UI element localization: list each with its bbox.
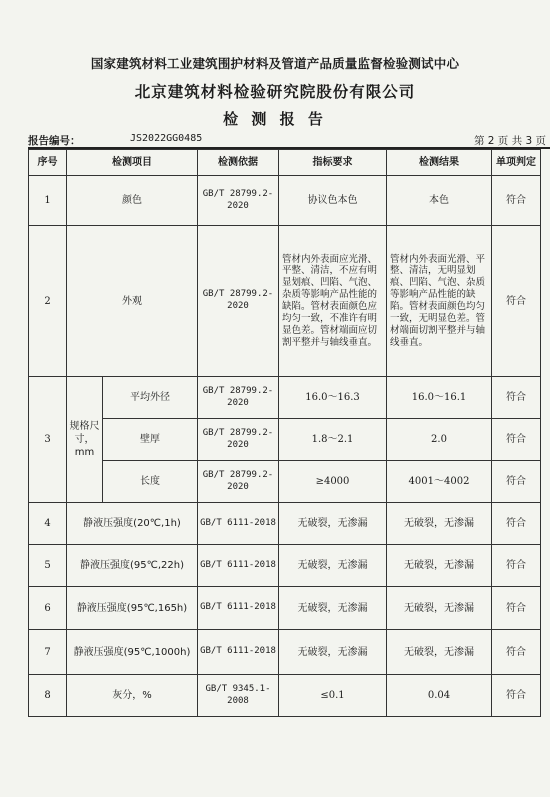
row-no: 7 — [29, 630, 67, 675]
row-requirement: ≥4000 — [279, 461, 387, 503]
row-basis: GB/T 6111-2018 — [198, 545, 279, 587]
col-header-item: 检测项目 — [67, 150, 198, 176]
col-header-requirement: 指标要求 — [279, 150, 387, 176]
row-requirement: ≤0.1 — [279, 675, 387, 717]
row-no: 4 — [29, 503, 67, 545]
row-no: 8 — [29, 675, 67, 717]
row-item: 静液压强度(95℃,165h) — [67, 587, 198, 630]
table-row — [29, 226, 541, 377]
table-row — [29, 545, 541, 587]
row-item: 颜色 — [67, 176, 198, 226]
row-requirement: 管材内外表面应光滑、平整、清洁，不应有明显划痕、凹陷、气泡、杂质等影响产品性能的缺陷。管材表面颜色应均匀一致，不准许有明显色差。管材端面应切割平整并与轴线垂直。 — [279, 226, 387, 377]
report-number-label: 报告编号： — [28, 135, 81, 147]
col-header-result: 检测结果 — [387, 150, 492, 176]
row-item: 平均外径 — [103, 377, 198, 419]
row-judgement: 符合 — [492, 503, 541, 545]
report-title: 检 测 报 告 — [223, 110, 327, 128]
testing-center-name: 国家建筑材料工业建筑围护材料及管道产品质量监督检验测试中心 — [90, 56, 460, 71]
report-number: JS2022GG0485 — [130, 133, 203, 144]
row-basis: GB/T 6111-2018 — [198, 503, 279, 545]
row-item: 静液压强度(95℃,22h) — [67, 545, 198, 587]
row-item: 长度 — [103, 461, 198, 503]
company-name: 北京建筑材料检验研究院股份有限公司 — [134, 83, 416, 101]
row-result: 无破裂，无渗漏 — [387, 587, 492, 630]
row-requirement: 无破裂，无渗漏 — [279, 503, 387, 545]
row-result: 2.0 — [387, 419, 492, 461]
row-item: 壁厚 — [103, 419, 198, 461]
row-judgement: 符合 — [492, 587, 541, 630]
col-header-no: 序号 — [29, 150, 67, 176]
row-result: 4001～4002 — [387, 461, 492, 503]
page-info: 第 2 页 共 3 页 — [473, 135, 546, 147]
row-result: 管材内外表面光滑、平整、清洁，无明显划痕、凹陷、气泡、杂质等影响产品性能的缺陷。管材表面颜色均匀一致，无明显色差。管材端面切割平整并与轴线垂直。 — [387, 226, 492, 377]
row-no: 5 — [29, 545, 67, 587]
row-basis: GB/T 9345.1-2008 — [198, 675, 279, 717]
row-item: 外观 — [67, 226, 198, 377]
row-basis: GB/T 28799.2-2020 — [198, 377, 279, 419]
row-no: 6 — [29, 587, 67, 630]
row-result: 无破裂，无渗漏 — [387, 503, 492, 545]
test-results-table — [28, 149, 541, 717]
row-judgement: 符合 — [492, 675, 541, 717]
row-judgement: 符合 — [492, 630, 541, 675]
report-meta — [28, 133, 550, 147]
row-no: 1 — [29, 176, 67, 226]
row-judgement: 符合 — [492, 176, 541, 226]
table-row — [29, 419, 541, 461]
row-requirement: 1.8～2.1 — [279, 419, 387, 461]
row-requirement: 无破裂，无渗漏 — [279, 545, 387, 587]
row-requirement: 无破裂，无渗漏 — [279, 630, 387, 675]
row-judgement: 符合 — [492, 226, 541, 377]
col-header-basis: 检测依据 — [198, 150, 279, 176]
row-item: 灰分，% — [67, 675, 198, 717]
table-row — [29, 461, 541, 503]
row-basis: GB/T 28799.2-2020 — [198, 176, 279, 226]
table-row — [29, 377, 541, 419]
table-row — [29, 630, 541, 675]
table-row — [29, 176, 541, 226]
col-header-judgement: 单项判定 — [492, 150, 541, 176]
row-requirement: 16.0～16.3 — [279, 377, 387, 419]
row-item: 静液压强度(95℃,1000h) — [67, 630, 198, 675]
row-result: 无破裂，无渗漏 — [387, 545, 492, 587]
row-requirement: 无破裂，无渗漏 — [279, 587, 387, 630]
row-basis: GB/T 6111-2018 — [198, 587, 279, 630]
row-requirement: 协议色本色 — [279, 176, 387, 226]
row-basis: GB/T 28799.2-2020 — [198, 419, 279, 461]
row-result: 16.0～16.1 — [387, 377, 492, 419]
row-group-label: 规格尺寸，mm — [67, 377, 103, 503]
row-no: 2 — [29, 226, 67, 377]
row-result: 无破裂，无渗漏 — [387, 630, 492, 675]
row-judgement: 符合 — [492, 419, 541, 461]
row-judgement: 符合 — [492, 377, 541, 419]
row-basis: GB/T 28799.2-2020 — [198, 461, 279, 503]
table-row — [29, 503, 541, 545]
row-result: 0.04 — [387, 675, 492, 717]
row-result: 本色 — [387, 176, 492, 226]
table-header-row — [29, 150, 541, 176]
row-item: 静液压强度(20℃,1h) — [67, 503, 198, 545]
row-basis: GB/T 28799.2-2020 — [198, 226, 279, 377]
row-basis: GB/T 6111-2018 — [198, 630, 279, 675]
row-judgement: 符合 — [492, 545, 541, 587]
row-judgement: 符合 — [492, 461, 541, 503]
row-no: 3 — [29, 377, 67, 503]
table-row — [29, 587, 541, 630]
table-row — [29, 675, 541, 717]
